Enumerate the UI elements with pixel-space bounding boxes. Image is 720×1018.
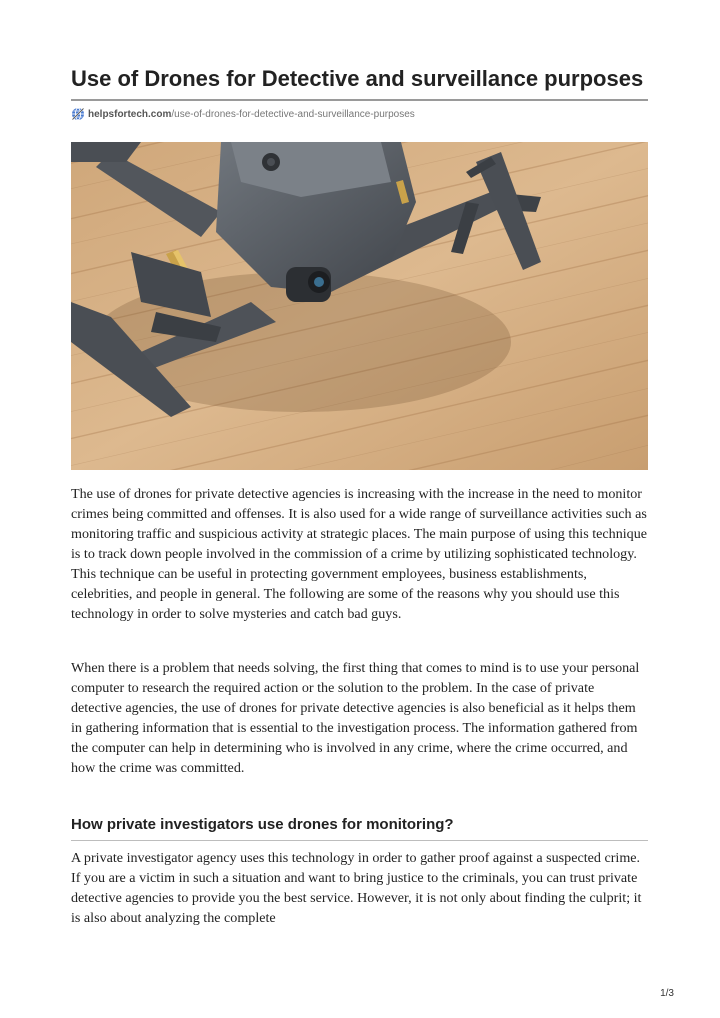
section-heading: How private investigators use drones for monitoring? (71, 816, 454, 833)
source-site: helpsfortech.com (88, 108, 172, 120)
section-divider (71, 840, 648, 841)
source-line (71, 107, 415, 121)
paragraph-section: A private investigator agency uses this technology in order to gather proof against a suspected crime. If you are a victim in such a situation and want to bring justice to the criminals, you can trust private detective agencies to provide you the best service. However, it is not only about finding the culprit; it is also about analyzing the complete (71, 850, 642, 926)
source-link[interactable] (88, 109, 415, 120)
drone-on-wooden-floor-photo (71, 142, 648, 470)
title-divider (71, 99, 648, 101)
hero-image (71, 142, 648, 470)
paragraph-computer-research: When there is a problem that needs solving, the first thing that comes to mind is to use your personal computer to research the required action or the solution to the problem. In the case of private detective agencies, the use of drones for private detective agencies is also beneficial as it helps them in gathering information that is essential to the investigation process. The information gathered from the computer can help in determining who is involved in any crime, where the crime occurred, and how the crime was committed. (71, 660, 640, 776)
page-title: Use of Drones for Detective and surveillance purposes (71, 66, 644, 91)
globe-link-icon (71, 107, 85, 121)
paragraph-intro: The use of drones for private detective agencies is increasing with the increase in the need to monitor crimes being committed and offenses. It is also used for a wide range of surveillance activities such as monitoring traffic and suspicious activity at strategic places. The main purpose of using this technique is to track down people involved in the commission of a crime by utilizing sophisticated technology. This technique can be useful in protecting government employees, business establishments, celebrities, and people in general. The following are some of the reasons why you should use this technology in order to solve mysteries and catch bad guys. (71, 486, 648, 622)
page-number: 1/3 (660, 988, 674, 999)
source-path: /use-of-drones-for-detective-and-surveillance-purposes (171, 108, 415, 120)
